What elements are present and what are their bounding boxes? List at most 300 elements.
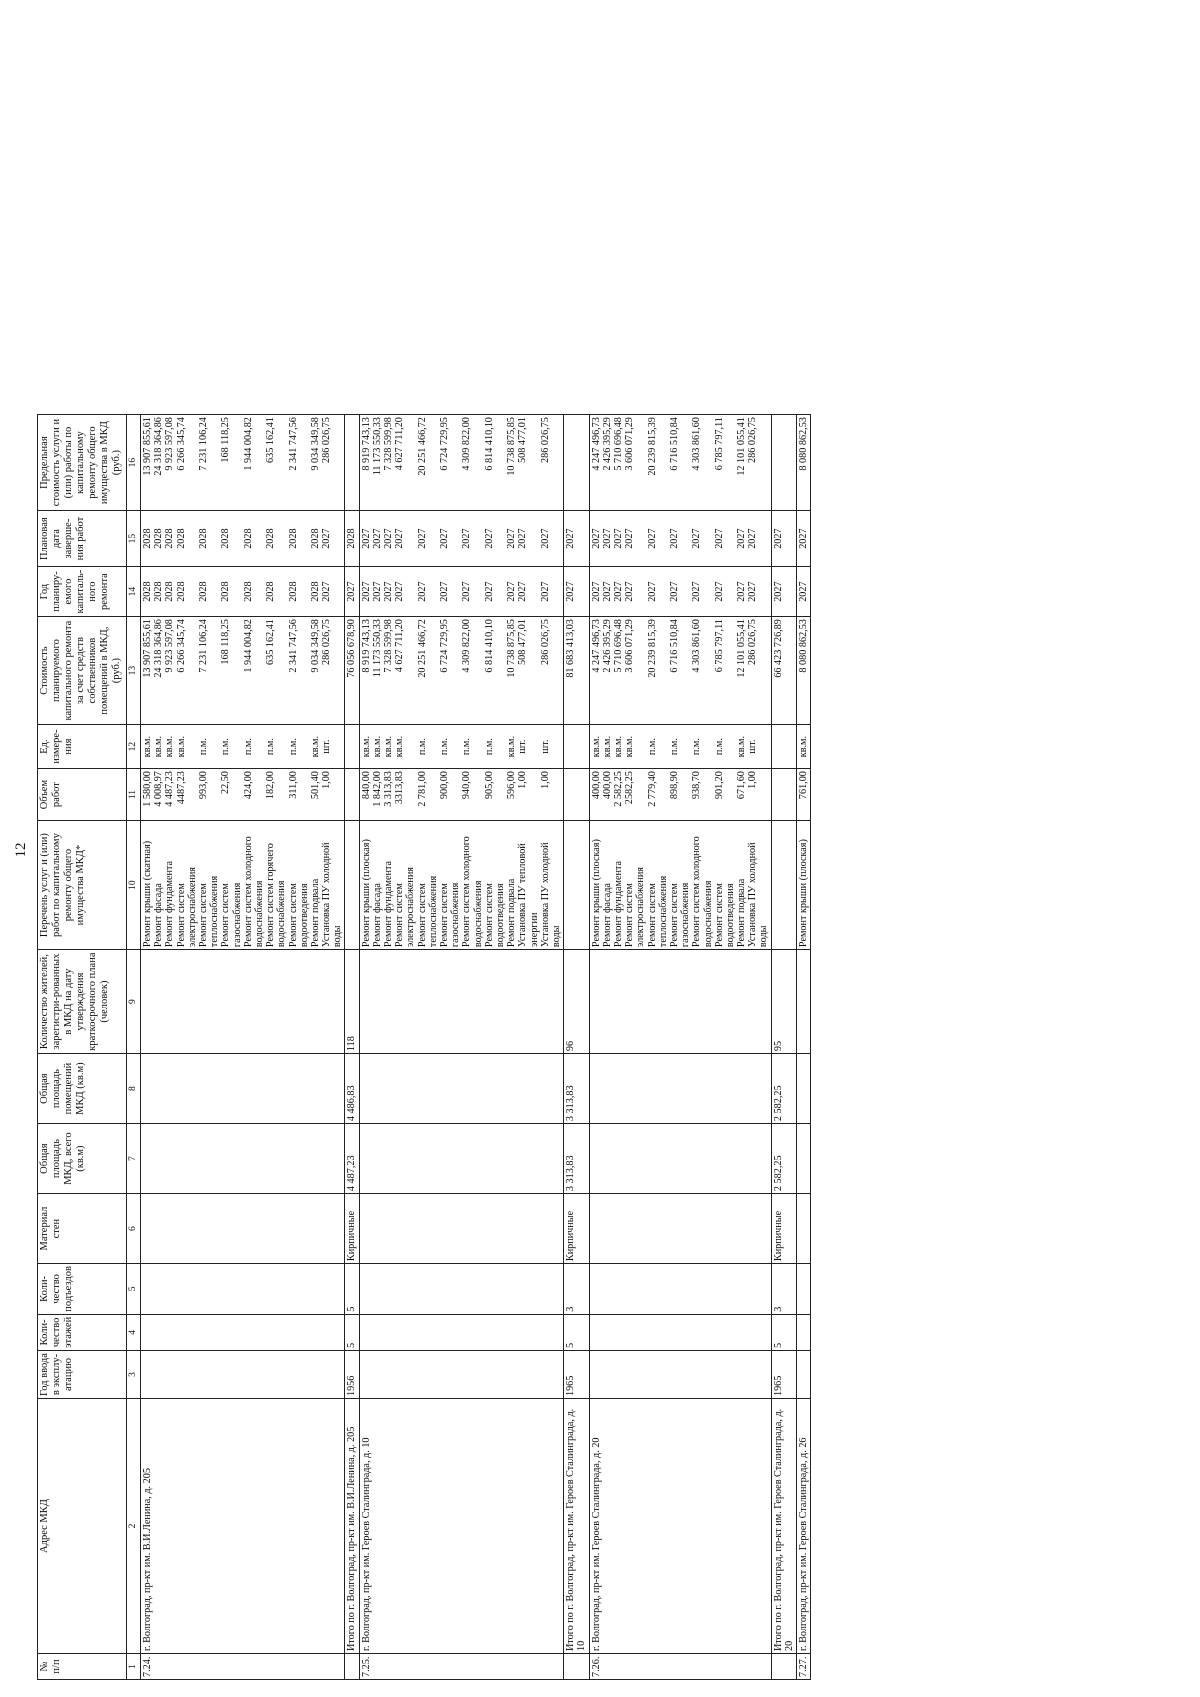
table-cell — [141, 1351, 345, 1399]
limit-value: 9 034 349,58 — [309, 417, 321, 471]
cost-value: 6 724 729,95 — [439, 619, 451, 673]
limit-value: 10 738 875,85 — [506, 417, 518, 476]
unit-value: п.м. — [220, 738, 232, 756]
date-value: 2028 — [242, 528, 254, 549]
limit-value: 8 919 743,13 — [360, 417, 372, 471]
work-item: Ремонт систем электроснабжения — [624, 867, 647, 948]
table-cell — [359, 821, 563, 950]
area-total: 4 487,23 — [345, 1124, 359, 1194]
date-value: 2027 — [517, 528, 529, 549]
year-value: 2027 — [612, 581, 624, 602]
unit-value: кв.м. — [383, 735, 395, 758]
year-value: 2027 — [506, 581, 518, 602]
year-value: 2027 — [360, 581, 372, 602]
area-premises: 3 313,83 — [564, 1054, 589, 1124]
table-cell — [797, 617, 811, 725]
entrances-count: 3 — [771, 1264, 796, 1315]
volume-value: 400,00 — [590, 771, 602, 800]
year-value: 2027 — [383, 581, 395, 602]
table-cell — [797, 821, 811, 950]
work-item: Ремонт систем водоотведения — [483, 883, 507, 948]
cost-value: 6 814 410,10 — [483, 619, 495, 673]
limit-value: 6 814 410,10 — [483, 417, 495, 471]
cost-value: 6 716 510,84 — [668, 619, 680, 673]
unit-value: п.м. — [461, 738, 473, 756]
table-body — [141, 415, 811, 1680]
limit-value: 2 426 395,29 — [601, 417, 613, 471]
end-date: 2028 — [345, 511, 359, 567]
work-item: Ремонт крыши (плоская) — [798, 839, 810, 948]
area-premises: 2 582,25 — [771, 1054, 796, 1124]
header-cell: Количество жителей, зарегистри-рованных в МКД на дату утверждения краткосрочного плана (человек) — [38, 950, 127, 1054]
date-value: 2027 — [590, 528, 602, 549]
table-cell — [564, 1654, 589, 1680]
year-value: 2027 — [371, 581, 383, 602]
date-value: 2028 — [153, 528, 165, 549]
work-item: Установка ПУ холодной воды — [321, 842, 344, 948]
table-cell — [141, 769, 345, 821]
year-value: 2027 — [601, 581, 613, 602]
volume-value: 1 580,00 — [142, 771, 153, 807]
cost-value: 2 426 395,29 — [601, 619, 613, 673]
entrances-count: 5 — [345, 1264, 359, 1315]
unit-value: шт. — [747, 739, 759, 754]
date-value: 2027 — [483, 528, 495, 549]
year-value: 2027 — [394, 581, 406, 602]
date-value: 2028 — [142, 528, 153, 549]
header-row — [38, 415, 127, 1680]
cost-value: 24 318 364,86 — [153, 619, 165, 678]
table-cell — [359, 511, 563, 567]
build-year: 1956 — [345, 1351, 359, 1399]
table-row — [589, 415, 771, 1680]
cost-value: 286 026,75 — [321, 619, 333, 665]
table-cell: 7.27. — [797, 1654, 811, 1680]
table-cell — [564, 769, 589, 821]
cost-value: 4 627 711,20 — [394, 619, 406, 673]
year-value: 2027 — [646, 581, 658, 602]
entrances-count: 3 — [564, 1264, 589, 1315]
year-value: 2027 — [747, 581, 759, 602]
header-cell: Ед. измере-ния — [38, 725, 127, 769]
table-cell — [564, 415, 589, 511]
year-value: 2028 — [164, 581, 176, 602]
work-item: Ремонт систем газоснабжения — [439, 882, 462, 948]
unit-value: кв.м. — [164, 735, 176, 758]
header-cell: Предельная стоимость услуги и (или) работы по капитальному ремонту общего имущества в МКД (руб.) — [38, 415, 127, 511]
total-cost: 81 683 413,03 — [564, 617, 589, 725]
total-cost: 66 423 726,89 — [771, 617, 796, 725]
limit-value: 508 477,01 — [517, 417, 529, 463]
limit-value: 24 318 364,86 — [153, 417, 165, 476]
cost-value: 12 101 055,41 — [736, 619, 748, 678]
limit-value: 286 026,75 — [321, 417, 333, 463]
volume-value: 3313,83 — [394, 771, 406, 805]
year-value: 2028 — [287, 581, 299, 602]
volume-value: 1,00 — [539, 771, 551, 789]
table-cell — [359, 769, 563, 821]
volume-value: 2582,25 — [624, 771, 636, 805]
table-cell — [345, 1654, 359, 1680]
volume-value: 1,00 — [321, 771, 333, 789]
year-value: 2027 — [713, 581, 725, 602]
year-value: 2027 — [517, 581, 529, 602]
table-cell: 7.25. — [359, 1654, 563, 1680]
unit-value: кв.м. — [601, 735, 613, 758]
cost-value: 4 247 496,73 — [590, 619, 602, 673]
header-cell: Коли-чество подъездов — [38, 1264, 127, 1315]
column-number-row — [127, 415, 141, 1680]
address-cell: г. Волгоград, пр-кт им. Героев Сталинграда, д. 26 — [797, 1399, 811, 1654]
volume-value: 671,60 — [736, 771, 748, 800]
total-label: Итого по г. Волгоград, пр-кт им. Героев Сталинграда, д. 10 — [564, 1399, 589, 1654]
volume-value: 4 487,23 — [164, 771, 176, 807]
wall-material: Кирпичные — [345, 1194, 359, 1264]
table-cell — [141, 725, 345, 769]
table-cell — [359, 1124, 563, 1194]
volume-value: 4 008,97 — [153, 771, 165, 807]
limit-value: 13 907 855,61 — [142, 417, 153, 476]
table-cell — [589, 725, 771, 769]
column-number: 14 — [127, 567, 141, 617]
unit-value: п.м. — [646, 738, 658, 756]
volume-value: 761,00 — [798, 771, 810, 800]
table-cell — [771, 415, 796, 511]
table-cell — [345, 769, 359, 821]
page-number: 12 — [13, 842, 29, 858]
cost-value: 5 710 696,48 — [612, 619, 624, 673]
cost-value: 7 231 106,24 — [197, 619, 209, 673]
cost-value: 168 118,25 — [220, 619, 232, 665]
limit-value: 1 944 004,82 — [242, 417, 254, 471]
table-cell — [797, 415, 811, 511]
column-number: 16 — [127, 415, 141, 511]
table-cell — [589, 567, 771, 617]
volume-value: 2 781,00 — [416, 771, 428, 807]
column-number: 3 — [127, 1351, 141, 1399]
column-number: 4 — [127, 1314, 141, 1350]
year-value: 2028 — [197, 581, 209, 602]
residents-count: 95 — [771, 950, 796, 1054]
limit-value: 3 606 071,29 — [624, 417, 636, 471]
volume-value: 424,00 — [242, 771, 254, 800]
cost-value: 4 303 861,60 — [691, 619, 703, 673]
table-cell — [564, 725, 589, 769]
wall-material: Кирпичные — [564, 1194, 589, 1264]
work-item: Ремонт систем горячего водоснабжения — [265, 843, 288, 948]
work-item: Ремонт систем теплоснабжения — [416, 875, 439, 948]
work-item: Ремонт подвала — [506, 878, 518, 948]
volume-value: 840,00 — [360, 771, 372, 800]
unit-value: кв.м. — [371, 735, 383, 758]
limit-value: 7 231 106,24 — [197, 417, 209, 471]
table-cell — [359, 567, 563, 617]
table-cell — [589, 769, 771, 821]
work-item: Ремонт систем теплоснабжения — [646, 875, 669, 948]
work-item: Ремонт фундамента — [383, 860, 395, 948]
date-value: 2028 — [287, 528, 299, 549]
table-cell — [359, 1314, 563, 1350]
table-cell — [771, 1654, 796, 1680]
table-cell — [771, 725, 796, 769]
table-cell — [359, 950, 563, 1054]
unit-value: кв.м. — [142, 735, 153, 758]
work-item: Ремонт систем газоснабжения — [220, 882, 243, 948]
column-number: 9 — [127, 950, 141, 1054]
date-value: 2027 — [539, 528, 551, 549]
total-row — [771, 415, 796, 1680]
header-cell: Коли-чество этажей — [38, 1314, 127, 1350]
header-cell: Год планиру-емого капиталь-ного ремонта — [38, 567, 127, 617]
table-cell — [141, 821, 345, 950]
table-cell — [141, 415, 345, 511]
area-total: 2 582,25 — [771, 1124, 796, 1194]
unit-value: п.м. — [287, 738, 299, 756]
total-cost: 76 056 678,90 — [345, 617, 359, 725]
volume-value: 1 842,00 — [371, 771, 383, 807]
volume-value: 596,00 — [506, 771, 518, 800]
year-value: 2027 — [798, 581, 810, 602]
date-value: 2027 — [371, 528, 383, 549]
column-number: 13 — [127, 617, 141, 725]
volume-value: 400,00 — [601, 771, 613, 800]
limit-value: 635 162,41 — [265, 417, 277, 463]
year-value: 2028 — [309, 581, 321, 602]
volume-value: 2 582,25 — [612, 771, 624, 807]
table-cell — [141, 511, 345, 567]
unit-value: кв.м. — [798, 735, 810, 758]
unit-value: кв.м. — [612, 735, 624, 758]
limit-value: 168 118,25 — [220, 417, 232, 463]
work-item: Ремонт систем холодного водоснабжения — [691, 836, 714, 948]
column-number: 2 — [127, 1399, 141, 1654]
cost-value: 508 477,01 — [517, 619, 529, 665]
unit-value: кв.м. — [624, 735, 636, 758]
cost-value: 635 162,41 — [265, 619, 277, 665]
cost-value: 11 173 550,33 — [371, 619, 383, 678]
header-cell: № п/п — [38, 1654, 127, 1680]
end-date: 2027 — [771, 511, 796, 567]
table-cell — [345, 725, 359, 769]
table-cell — [359, 1054, 563, 1124]
work-item: Ремонт систем холодного водоснабжения — [461, 836, 484, 948]
address-cell: г. Волгоград, пр-кт им. Героев Сталинграда, д. 20 — [589, 1399, 771, 1654]
volume-value: 4487,23 — [175, 771, 187, 805]
year-value: 2028 — [242, 581, 254, 602]
year-value: 2028 — [142, 581, 153, 602]
year-value: 2027 — [321, 581, 333, 602]
table-row — [141, 415, 345, 1680]
work-item: Установка ПУ тепловой энергии — [517, 843, 540, 948]
cost-value: 13 907 855,61 — [142, 619, 153, 678]
header-cell: Общая площадь МКД, всего (кв.м) — [38, 1124, 127, 1194]
area-premises: 4 486,83 — [345, 1054, 359, 1124]
year-value: 2027 — [483, 581, 495, 602]
work-item: Ремонт фасада — [371, 883, 383, 948]
unit-value: шт. — [321, 739, 333, 754]
date-value: 2027 — [668, 528, 680, 549]
table-cell — [589, 821, 771, 950]
unit-value: п.м. — [713, 738, 725, 756]
table-cell — [797, 725, 811, 769]
unit-value: шт. — [539, 739, 551, 754]
date-value: 2027 — [612, 528, 624, 549]
work-item: Ремонт фасада — [153, 883, 165, 948]
table-cell — [797, 950, 811, 1054]
column-number: 7 — [127, 1124, 141, 1194]
work-item: Ремонт систем электроснабжения — [394, 867, 417, 948]
unit-value: п.м. — [265, 738, 277, 756]
header-cell: Адрес МКД — [38, 1399, 127, 1654]
year-value: 2027 — [416, 581, 428, 602]
table-cell — [589, 1314, 771, 1350]
cost-value: 2 341 747,56 — [287, 619, 299, 673]
date-value: 2028 — [164, 528, 176, 549]
limit-value: 20 251 466,72 — [416, 417, 428, 476]
year-value: 2028 — [265, 581, 277, 602]
table-cell — [589, 950, 771, 1054]
cost-value: 8 919 743,13 — [360, 619, 372, 673]
work-item: Ремонт подвала — [309, 878, 321, 948]
total-row — [564, 415, 589, 1680]
limit-value: 4 247 496,73 — [590, 417, 602, 471]
limit-value: 9 923 597,08 — [164, 417, 176, 471]
year-value: 2027 — [668, 581, 680, 602]
floors-count: 5 — [564, 1314, 589, 1350]
volume-value: 1,00 — [747, 771, 759, 789]
table-cell — [797, 1054, 811, 1124]
table-cell — [564, 821, 589, 950]
limit-value: 286 026,75 — [747, 417, 759, 463]
date-value: 2027 — [601, 528, 613, 549]
year-value: 2028 — [220, 581, 232, 602]
limit-value: 8 080 862,53 — [798, 417, 810, 471]
date-value: 2027 — [321, 528, 333, 549]
unit-value: кв.м. — [394, 735, 406, 758]
limit-value: 6 716 510,84 — [668, 417, 680, 471]
wall-material: Кирпичные — [771, 1194, 796, 1264]
table-cell — [359, 725, 563, 769]
limit-value: 4 303 861,60 — [691, 417, 703, 471]
header-cell: Плановая дата заверше-ния работ — [38, 511, 127, 567]
table-cell — [589, 1351, 771, 1399]
table-cell — [141, 950, 345, 1054]
table-cell — [345, 821, 359, 950]
table-cell — [771, 821, 796, 950]
year-value: 2027 — [691, 581, 703, 602]
volume-value: 22,50 — [220, 771, 232, 795]
total-row — [345, 415, 359, 1680]
table-cell — [589, 415, 771, 511]
date-value: 2027 — [506, 528, 518, 549]
table-cell — [797, 567, 811, 617]
table-cell — [141, 1124, 345, 1194]
work-item: Ремонт фундамента — [164, 860, 176, 948]
work-item: Ремонт систем холодного водоснабжения — [242, 836, 265, 948]
unit-value: шт. — [517, 739, 529, 754]
work-item: Установка ПУ холодной воды — [539, 842, 562, 948]
table-cell — [345, 415, 359, 511]
floors-count: 5 — [345, 1314, 359, 1350]
table-cell — [141, 617, 345, 725]
volume-value: 938,70 — [691, 771, 703, 800]
table-cell — [359, 617, 563, 725]
limit-value: 11 173 550,33 — [371, 417, 383, 476]
volume-value: 311,00 — [287, 771, 299, 799]
column-number: 6 — [127, 1194, 141, 1264]
table-cell — [797, 769, 811, 821]
work-item: Ремонт фундамента — [612, 860, 624, 948]
table-row — [797, 415, 811, 1680]
address-cell: г. Волгоград, пр-кт им. Героев Сталинграда, д. 10 — [359, 1399, 563, 1654]
header-cell: Материал стен — [38, 1194, 127, 1264]
table-cell — [141, 1264, 345, 1315]
year-value: 2028 — [153, 581, 165, 602]
limit-value: 20 239 815,39 — [646, 417, 658, 476]
cost-value: 286 026,75 — [539, 619, 551, 665]
table-cell — [797, 1264, 811, 1315]
header-cell: Стоимость планируемого капитального ремонта за счет средств собственников помещений в МКД, (руб.) — [38, 617, 127, 725]
date-value: 2027 — [736, 528, 748, 549]
cost-value: 1 944 004,82 — [242, 619, 254, 673]
header-cell: Общая площадь помещений МКД (кв.м) — [38, 1054, 127, 1124]
unit-value: п.м. — [691, 738, 703, 756]
year-value: 2027 — [461, 581, 473, 602]
cost-value: 6 785 797,11 — [713, 619, 725, 673]
table-cell — [141, 1314, 345, 1350]
date-value: 2028 — [265, 528, 277, 549]
date-value: 2027 — [383, 528, 395, 549]
date-value: 2027 — [747, 528, 759, 549]
date-value: 2027 — [646, 528, 658, 549]
table-cell — [359, 415, 563, 511]
build-year: 1965 — [771, 1351, 796, 1399]
year-value: 2027 — [439, 581, 451, 602]
column-number: 8 — [127, 1054, 141, 1124]
capital-repair-table — [37, 414, 811, 1680]
unit-value: п.м. — [668, 738, 680, 756]
volume-value: 182,00 — [265, 771, 277, 800]
work-item: Ремонт систем водоотведения — [287, 883, 310, 948]
work-item: Ремонт фасада — [601, 883, 613, 948]
work-item: Ремонт крыши (плоская) — [360, 839, 372, 948]
limit-value: 4 627 711,20 — [394, 417, 406, 471]
date-value: 2028 — [197, 528, 209, 549]
cost-value: 9 034 349,58 — [309, 619, 321, 673]
column-number: 10 — [127, 821, 141, 950]
year-value: 2027 — [736, 581, 748, 602]
date-value: 2027 — [713, 528, 725, 549]
limit-value: 12 101 055,41 — [736, 417, 748, 476]
unit-value: кв.м. — [736, 735, 748, 758]
date-value: 2027 — [461, 528, 473, 549]
table-row — [359, 415, 563, 1680]
limit-value: 6 724 729,95 — [439, 417, 451, 471]
limit-value: 5 710 696,48 — [612, 417, 624, 471]
table-cell — [589, 1054, 771, 1124]
volume-value: 940,00 — [461, 771, 473, 800]
unit-value: п.м. — [197, 738, 209, 756]
table-cell — [141, 1194, 345, 1264]
address-cell: г. Волгоград, пр-кт им. В.И.Ленина, д. 205 — [141, 1399, 345, 1654]
date-value: 2027 — [394, 528, 406, 549]
limit-value: 6 785 797,11 — [713, 417, 725, 471]
residents-count: 118 — [345, 950, 359, 1054]
year-value: 2028 — [175, 581, 187, 602]
work-item: Ремонт подвала — [736, 878, 748, 948]
table-cell — [359, 1194, 563, 1264]
date-value: 2028 — [175, 528, 187, 549]
